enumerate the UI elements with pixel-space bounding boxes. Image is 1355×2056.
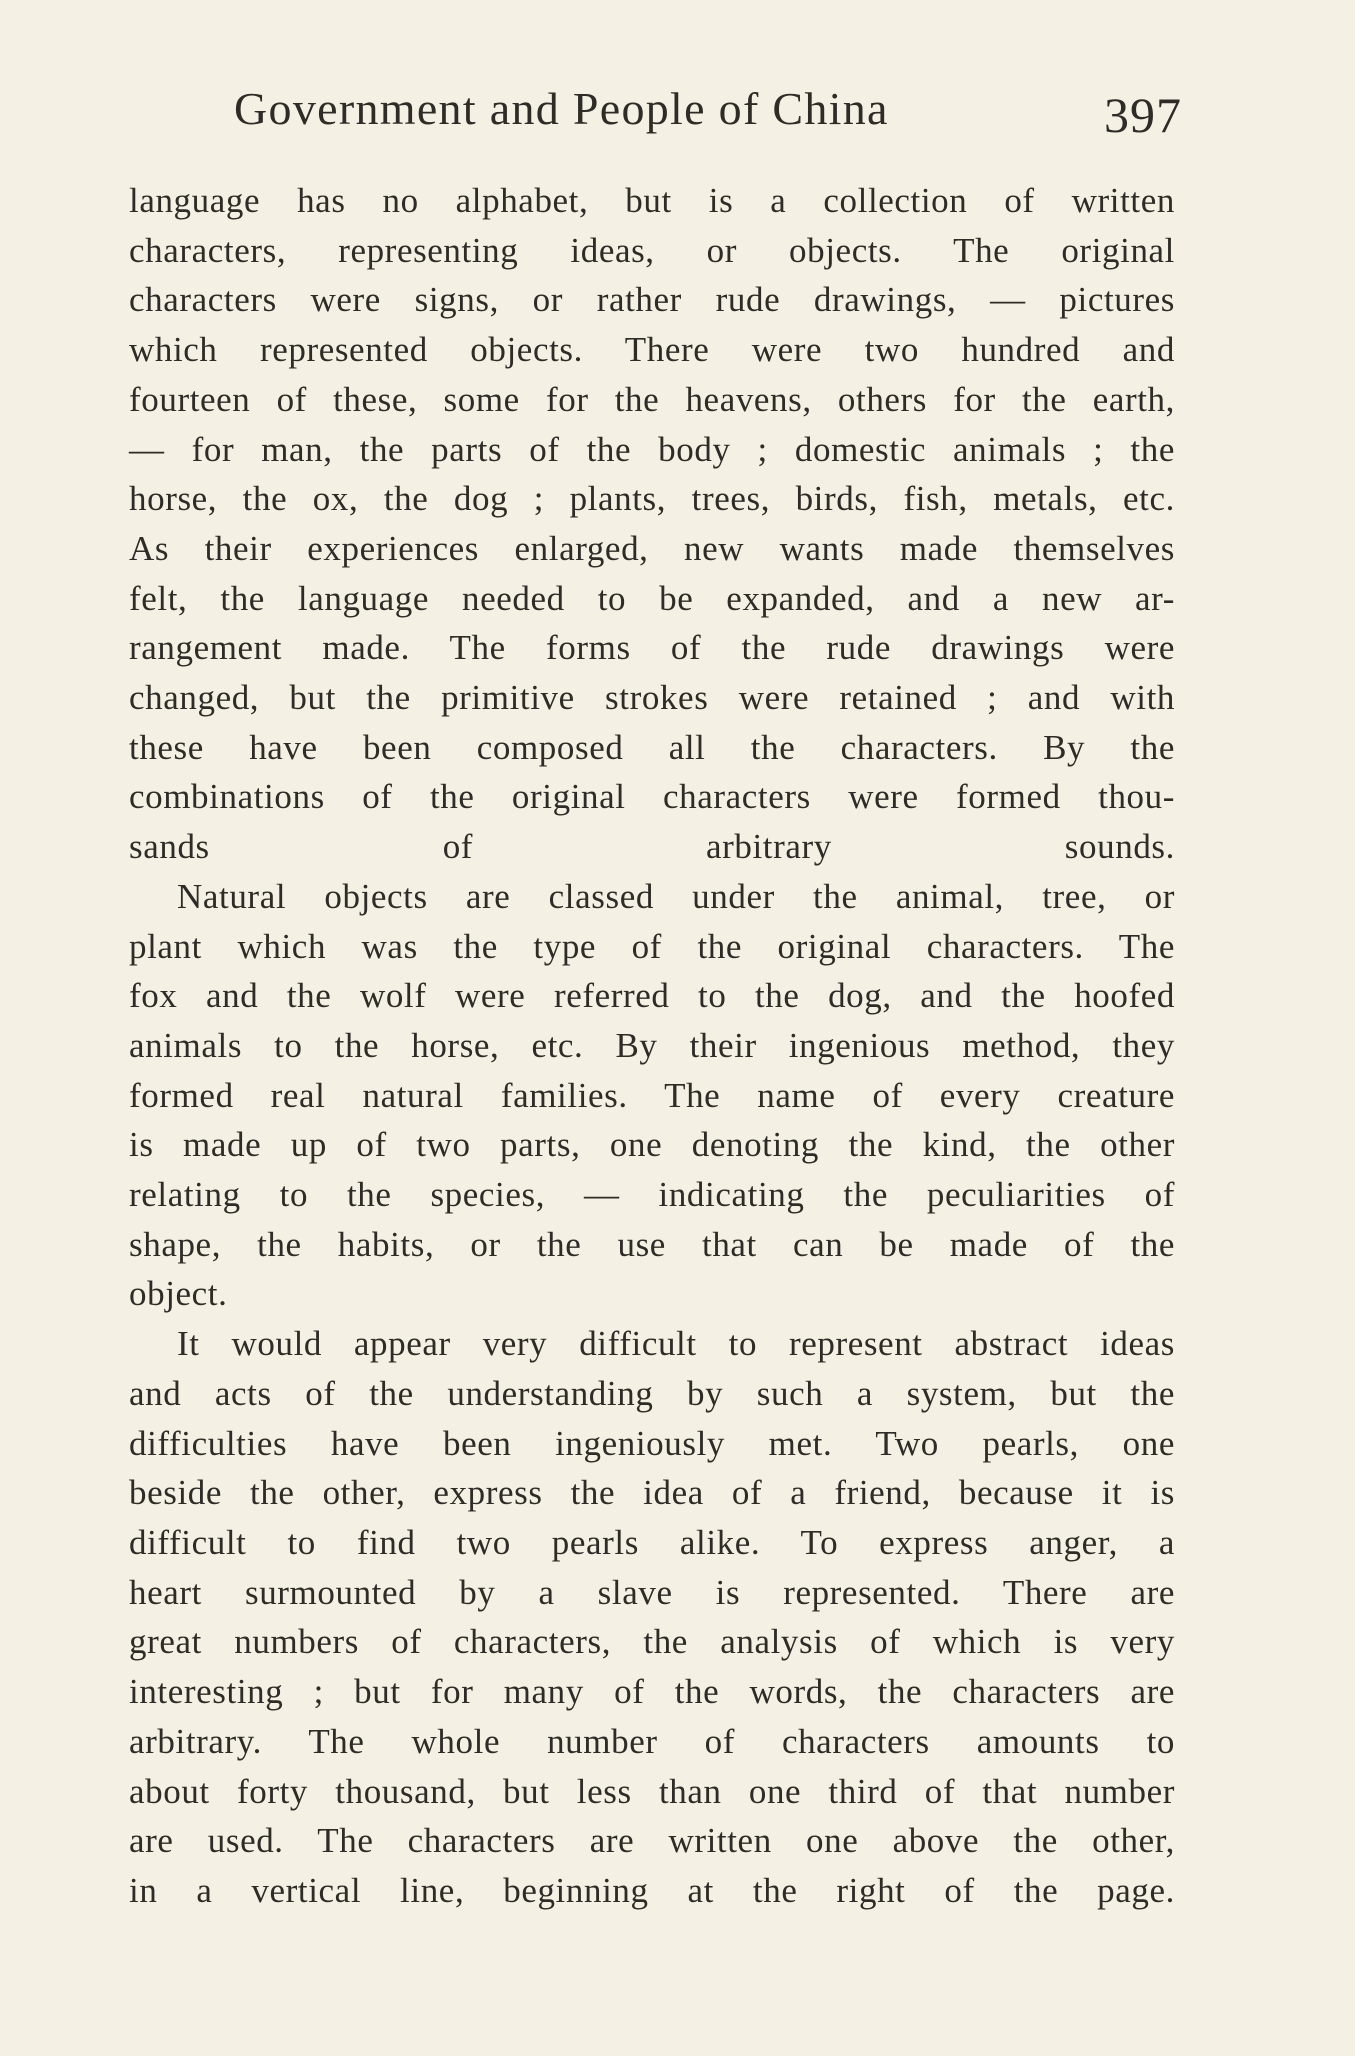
- body-text: [129, 176, 1175, 1916]
- running-head: [234, 74, 1182, 144]
- paragraph-language-characters: language has no alphabet, but is a collection of written characters, representing ideas, or objects. The original characters were signs, or rather rude drawings, — pictures which represented objects. There were two hundred and fourteen of these, some for the heavens, others for the earth, — for man, the parts of the body ; domestic animals ; the horse, the ox, the dog ; plants, trees, birds, fish, metals, etc. As their experiences enlarged, new wants made themselves felt, the language needed to be expanded, and a new ar- rangement made. The forms of the rude drawings were changed, but the primitive strokes were retained ; and with these have been composed all the characters. By the combinations of the original characters were formed thou- sands of arbitrary sounds.: [129, 181, 1175, 867]
- paragraph-abstract-ideas: It would appear very difficult to represent abstract ideas and acts of the understanding by such a system, but the difficulties have been ingeniously met. Two pearls, one beside the other, express the idea of a friend, because it is difficult to find two pearls alike. To express anger, a heart surmounted by a slave is represented. There are great numbers of characters, the analysis of which is very interesting ; but for many of the words, the characters are arbitrary. The whole number of characters amounts to about forty thousand, but less than one third of that number are used. The characters are written one above the other, in a vertical line, beginning at the right of the page.: [129, 1324, 1175, 1910]
- paragraph-natural-objects: Natural objects are classed under the animal, tree, or plant which was the type of the original characters. The fox and the wolf were referred to the dog, and the hoofed animals to the horse, etc. By their ingenious method, they formed real natural families. The name of every creature is made up of two parts, one denoting the kind, the other relating to the species, — indicating the peculiarities of shape, the habits, or the use that can be made of the object.: [129, 876, 1175, 1314]
- running-title: Government and People of China: [234, 83, 889, 134]
- page-number: 397: [1104, 87, 1182, 143]
